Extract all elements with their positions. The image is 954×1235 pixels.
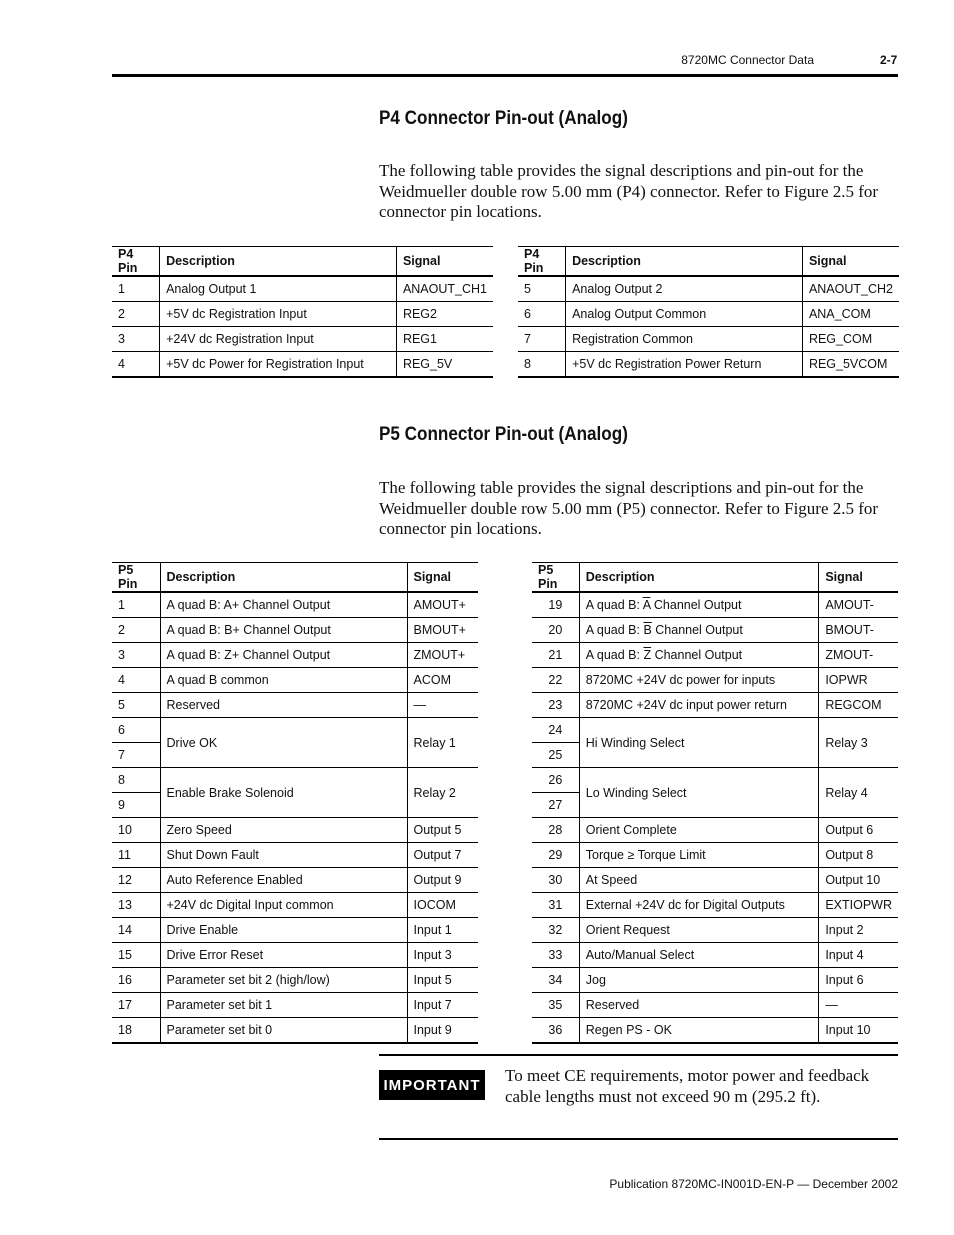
- pin-cell: 7: [518, 327, 566, 352]
- table-row: [112, 893, 478, 918]
- pin-cell: 27: [532, 793, 579, 818]
- pin-cell: 8: [518, 352, 566, 378]
- pin-cell: 24: [532, 718, 579, 743]
- table-row: [532, 843, 898, 868]
- description-cell: Regen PS - OK: [579, 1018, 819, 1044]
- description-cell: Parameter set bit 2 (high/low): [160, 968, 407, 993]
- col-header-description: Description: [160, 563, 407, 593]
- signal-cell: REG_COM: [802, 327, 899, 352]
- col-header-pin: P5 Pin: [112, 563, 160, 593]
- signal-cell: Output 10: [819, 868, 898, 893]
- pin-cell: 31: [532, 893, 579, 918]
- description-cell: External +24V dc for Digital Outputs: [579, 893, 819, 918]
- pin-cell: 3: [112, 327, 160, 352]
- col-header-pin: P4 Pin: [112, 247, 160, 277]
- pin-cell: 33: [532, 943, 579, 968]
- description-cell: Enable Brake Solenoid: [160, 768, 407, 818]
- signal-cell: ANAOUT_CH2: [802, 276, 899, 302]
- pin-cell: 34: [532, 968, 579, 993]
- col-header-description: Description: [579, 563, 819, 593]
- pin-cell: 3: [112, 643, 160, 668]
- pin-cell: 11: [112, 843, 160, 868]
- signal-cell: Relay 2: [407, 768, 478, 818]
- table-row: [112, 843, 478, 868]
- table-row: [532, 868, 898, 893]
- pin-cell: 1: [112, 276, 160, 302]
- table-row: [518, 327, 899, 352]
- table-row: [112, 643, 478, 668]
- pin-cell: 25: [532, 743, 579, 768]
- table-row: [112, 968, 478, 993]
- table-row: [532, 993, 898, 1018]
- description-cell: Parameter set bit 1: [160, 993, 407, 1018]
- signal-cell: REG1: [396, 327, 493, 352]
- signal-cell: ANAOUT_CH1: [396, 276, 493, 302]
- description-cell: Zero Speed: [160, 818, 407, 843]
- signal-cell: Relay 1: [407, 718, 478, 768]
- table-row: [112, 1018, 478, 1044]
- important-label: IMPORTANT: [379, 1070, 485, 1100]
- signal-cell: REGCOM: [819, 693, 898, 718]
- signal-cell: Input 3: [407, 943, 478, 968]
- pin-cell: 15: [112, 943, 160, 968]
- signal-cell: Relay 4: [819, 768, 898, 818]
- pin-cell: 5: [518, 276, 566, 302]
- pin-cell: 5: [112, 693, 160, 718]
- description-cell: +24V dc Digital Input common: [160, 893, 407, 918]
- pin-cell: 2: [112, 302, 160, 327]
- pin-cell: 17: [112, 993, 160, 1018]
- col-header-signal: Signal: [802, 247, 899, 277]
- col-header-signal: Signal: [819, 563, 898, 593]
- signal-cell: ZMOUT+: [407, 643, 478, 668]
- description-cell: Analog Output 2: [566, 276, 803, 302]
- description-cell: Lo Winding Select: [579, 768, 819, 818]
- pin-cell: 4: [112, 352, 160, 378]
- description-cell: Drive OK: [160, 718, 407, 768]
- table-row: [112, 718, 478, 743]
- signal-cell: IOPWR: [819, 668, 898, 693]
- important-note: [379, 1054, 898, 1140]
- signal-cell: REG_5V: [396, 352, 493, 378]
- pin-cell: 16: [112, 968, 160, 993]
- overline-letter: $\overline{B}$: [643, 623, 652, 637]
- publication-footer: Publication 8720MC-IN001D-EN-P — December 2002: [609, 1177, 898, 1191]
- signal-cell: Input 7: [407, 993, 478, 1018]
- table-row: [532, 668, 898, 693]
- signal-cell: BMOUT-: [819, 618, 898, 643]
- pin-cell: 35: [532, 993, 579, 1018]
- description-cell: +24V dc Registration Input: [160, 327, 397, 352]
- description-prefix: A quad B:: [585, 648, 644, 662]
- signal-cell: Output 9: [407, 868, 478, 893]
- description-cell: Auto/Manual Select: [579, 943, 819, 968]
- description-cell: Shut Down Fault: [160, 843, 407, 868]
- col-header-pin: P4 Pin: [518, 247, 566, 277]
- signal-cell: ACOM: [407, 668, 478, 693]
- running-header-title: 8720MC Connector Data: [681, 53, 814, 67]
- signal-cell: Output 5: [407, 818, 478, 843]
- pin-cell: 1: [112, 592, 160, 618]
- pin-cell: 12: [112, 868, 160, 893]
- table-header-row: [532, 563, 898, 593]
- table-row: [112, 352, 493, 378]
- p5-table-right: [532, 562, 898, 1044]
- table-row: [518, 302, 899, 327]
- description-cell: [579, 618, 819, 643]
- table-row: [532, 1018, 898, 1044]
- table-row: [112, 868, 478, 893]
- description-suffix: Channel Output: [651, 648, 743, 662]
- table-row: [112, 592, 478, 618]
- signal-cell: Input 10: [819, 1018, 898, 1044]
- table-row: [532, 718, 898, 743]
- signal-cell: Relay 3: [819, 718, 898, 768]
- col-header-description: Description: [566, 247, 803, 277]
- table-row: [112, 327, 493, 352]
- table-row: [532, 643, 898, 668]
- overline-letter: $\overline{A}$: [642, 598, 651, 612]
- p5-section-title: P5 Connector Pin-out (Analog): [379, 424, 628, 445]
- p4-table-left: [112, 246, 493, 378]
- table-row: [112, 302, 493, 327]
- pin-cell: 22: [532, 668, 579, 693]
- important-text: To meet CE requirements, motor power and feedback cable lengths must not exceed 90 m (295.2 ft).: [505, 1066, 870, 1106]
- table-row: [112, 918, 478, 943]
- signal-cell: Input 5: [407, 968, 478, 993]
- description-cell: A quad B common: [160, 668, 407, 693]
- description-cell: Drive Enable: [160, 918, 407, 943]
- description-cell: A quad B: B+ Channel Output: [160, 618, 407, 643]
- pin-cell: 26: [532, 768, 579, 793]
- description-cell: A quad B: A+ Channel Output: [160, 592, 407, 618]
- pin-cell: 28: [532, 818, 579, 843]
- description-cell: +5V dc Power for Registration Input: [160, 352, 397, 378]
- pin-cell: 7: [112, 743, 160, 768]
- signal-cell: Input 4: [819, 943, 898, 968]
- pin-cell: 14: [112, 918, 160, 943]
- description-cell: Jog: [579, 968, 819, 993]
- table-header-row: [112, 563, 478, 593]
- pin-cell: 4: [112, 668, 160, 693]
- pin-cell: 36: [532, 1018, 579, 1044]
- p5-intro-paragraph: The following table provides the signal descriptions and pin-out for the Weidmueller double row 5.00 mm (P5) connector. Refer to Figure 2.5 for connector pin locations.: [379, 478, 879, 538]
- table-row: [532, 918, 898, 943]
- description-cell: 8720MC +24V dc input power return: [579, 693, 819, 718]
- description-prefix: A quad B:: [585, 598, 643, 612]
- description-cell: Analog Output Common: [566, 302, 803, 327]
- table-row: [532, 618, 898, 643]
- table-row: [112, 668, 478, 693]
- table-row: [532, 693, 898, 718]
- table-row: [112, 818, 478, 843]
- signal-cell: Input 1: [407, 918, 478, 943]
- table-row: [518, 352, 899, 378]
- description-cell: +5V dc Registration Input: [160, 302, 397, 327]
- p4-intro-paragraph: The following table provides the signal descriptions and pin-out for the Weidmueller double row 5.00 mm (P4) connector. Refer to Figure 2.5 for connector pin locations.: [379, 161, 879, 221]
- col-header-signal: Signal: [396, 247, 493, 277]
- signal-cell: ANA_COM: [802, 302, 899, 327]
- description-cell: Hi Winding Select: [579, 718, 819, 768]
- pin-cell: 29: [532, 843, 579, 868]
- description-cell: Orient Complete: [579, 818, 819, 843]
- table-header-row: [112, 247, 493, 277]
- signal-cell: —: [407, 693, 478, 718]
- p5-table-left: [112, 562, 478, 1044]
- p4-section-title: P4 Connector Pin-out (Analog): [379, 108, 628, 129]
- signal-cell: BMOUT+: [407, 618, 478, 643]
- p4-table-right: [518, 246, 899, 378]
- description-cell: Reserved: [160, 693, 407, 718]
- signal-cell: Output 6: [819, 818, 898, 843]
- signal-cell: Input 9: [407, 1018, 478, 1044]
- col-header-description: Description: [160, 247, 397, 277]
- table-row: [532, 768, 898, 793]
- description-cell: At Speed: [579, 868, 819, 893]
- signal-cell: REG_5VCOM: [802, 352, 899, 378]
- description-cell: Reserved: [579, 993, 819, 1018]
- description-cell: Drive Error Reset: [160, 943, 407, 968]
- signal-cell: Input 2: [819, 918, 898, 943]
- table-row: [112, 693, 478, 718]
- pin-cell: 20: [532, 618, 579, 643]
- description-cell: Auto Reference Enabled: [160, 868, 407, 893]
- pin-cell: 10: [112, 818, 160, 843]
- page-number: 2-7: [880, 53, 898, 67]
- table-row: [112, 943, 478, 968]
- pin-cell: 18: [112, 1018, 160, 1044]
- signal-cell: ZMOUT-: [819, 643, 898, 668]
- description-cell: Analog Output 1: [160, 276, 397, 302]
- signal-cell: EXTIOPWR: [819, 893, 898, 918]
- pin-cell: 32: [532, 918, 579, 943]
- signal-cell: Input 6: [819, 968, 898, 993]
- pin-cell: 19: [532, 592, 579, 618]
- table-header-row: [518, 247, 899, 277]
- pin-cell: 6: [112, 718, 160, 743]
- header-rule: [112, 74, 898, 77]
- col-header-signal: Signal: [407, 563, 478, 593]
- overline-letter: $\overline{Z}$: [643, 648, 652, 662]
- signal-cell: AMOUT-: [819, 592, 898, 618]
- signal-cell: Output 7: [407, 843, 478, 868]
- description-prefix: A quad B:: [585, 623, 644, 637]
- table-row: [112, 276, 493, 302]
- signal-cell: Output 8: [819, 843, 898, 868]
- description-cell: [579, 643, 819, 668]
- pin-cell: 9: [112, 793, 160, 818]
- table-row: [532, 818, 898, 843]
- col-header-pin: P5 Pin: [532, 563, 579, 593]
- description-cell: Registration Common: [566, 327, 803, 352]
- description-cell: Parameter set bit 0: [160, 1018, 407, 1044]
- description-cell: A quad B: Z+ Channel Output: [160, 643, 407, 668]
- signal-cell: AMOUT+: [407, 592, 478, 618]
- description-cell: 8720MC +24V dc power for inputs: [579, 668, 819, 693]
- table-row: [532, 943, 898, 968]
- pin-cell: 23: [532, 693, 579, 718]
- description-cell: Orient Request: [579, 918, 819, 943]
- description-cell: +5V dc Registration Power Return: [566, 352, 803, 378]
- description-suffix: Channel Output: [650, 598, 742, 612]
- table-row: [518, 276, 899, 302]
- table-row: [112, 768, 478, 793]
- description-cell: Torque ≥ Torque Limit: [579, 843, 819, 868]
- pin-cell: 21: [532, 643, 579, 668]
- signal-cell: REG2: [396, 302, 493, 327]
- table-row: [532, 592, 898, 618]
- pin-cell: 13: [112, 893, 160, 918]
- pin-cell: 2: [112, 618, 160, 643]
- table-row: [112, 618, 478, 643]
- description-suffix: Channel Output: [651, 623, 743, 637]
- signal-cell: —: [819, 993, 898, 1018]
- table-row: [112, 993, 478, 1018]
- table-row: [532, 893, 898, 918]
- description-cell: [579, 592, 819, 618]
- pin-cell: 6: [518, 302, 566, 327]
- pin-cell: 30: [532, 868, 579, 893]
- pin-cell: 8: [112, 768, 160, 793]
- table-row: [532, 968, 898, 993]
- signal-cell: IOCOM: [407, 893, 478, 918]
